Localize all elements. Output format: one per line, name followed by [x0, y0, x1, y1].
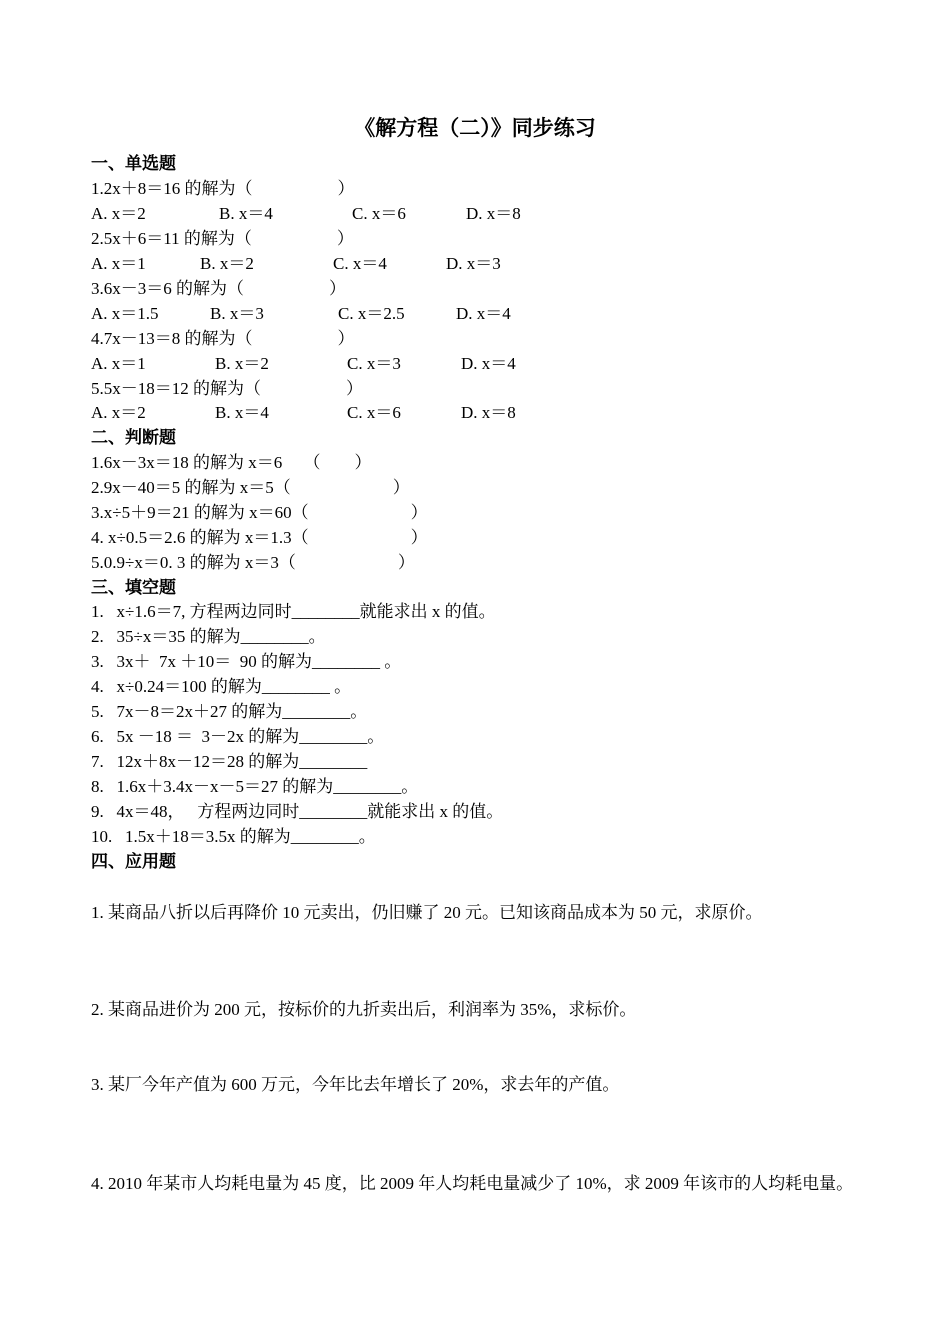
option-b: B. x＝2 [200, 254, 254, 273]
option-b: B. x＝4 [219, 204, 273, 223]
option-d: D. x＝3 [446, 254, 501, 273]
application-question: 3. 某厂今年产值为 600 万元，今年比去年增长了 20%，求去年的产值。 [91, 1075, 620, 1094]
question-stem: 1.2x＋8＝16 的解为（ ） [91, 179, 355, 198]
option-a: A. x＝2 [91, 403, 146, 422]
section-heading-true-false: 二、判断题 [91, 428, 176, 447]
question-stem: 4.7x－13＝8 的解为（ ） [91, 329, 355, 348]
fill-blank-item: 10. 1.5x＋18＝3.5x 的解为________。 [91, 827, 376, 846]
judgement-item: 5.0.9÷x＝0. 3 的解为 x＝3（ ） [91, 553, 415, 572]
judgement-item: 4. x÷0.5＝2.6 的解为 x＝1.3（ ） [91, 528, 428, 547]
fill-blank-item: 9. 4x＝48， 方程两边同时________就能求出 x 的值。 [91, 802, 504, 821]
fill-blank-item: 5. 7x－8＝2x＋27 的解为________。 [91, 702, 368, 721]
option-b: B. x＝3 [210, 304, 264, 323]
question-stem: 2.5x＋6＝11 的解为（ ） [91, 229, 354, 248]
option-a: A. x＝1.5 [91, 304, 159, 323]
application-question: 4. 2010 年某市人均耗电量为 45 度，比 2009 年人均耗电量减少了 10%，求 2009 年该市的人均耗电量。 [91, 1174, 854, 1193]
option-d: D. x＝4 [461, 354, 516, 373]
option-d: D. x＝8 [466, 204, 521, 223]
section-heading-fill-blank: 三、填空题 [91, 578, 176, 597]
option-b: B. x＝2 [215, 354, 269, 373]
question-stem: 3.6x－3＝6 的解为（ ） [91, 279, 346, 298]
fill-blank-item: 8. 1.6x＋3.4x－x－5＝27 的解为________。 [91, 777, 419, 796]
application-question: 1. 某商品八折以后再降价 10 元卖出，仍旧赚了 20 元。已知该商品成本为 50 元，求原价。 [91, 903, 763, 922]
option-a: A. x＝1 [91, 254, 146, 273]
section-heading-application: 四、应用题 [91, 852, 176, 871]
question-stem: 5.5x－18＝12 的解为（ ） [91, 379, 363, 398]
option-c: C. x＝6 [352, 204, 406, 223]
fill-blank-item: 2. 35÷x＝35 的解为________。 [91, 627, 326, 646]
application-question: 2. 某商品进价为 200 元，按标价的九折卖出后，利润率为 35%，求标价。 [91, 1000, 637, 1019]
section-heading-single-choice: 一、单选题 [91, 154, 176, 173]
judgement-item: 3.x÷5＋9＝21 的解为 x＝60（ ） [91, 503, 428, 522]
option-c: C. x＝3 [347, 354, 401, 373]
option-d: D. x＝8 [461, 403, 516, 422]
judgement-item: 1.6x－3x＝18 的解为 x＝6 （ ） [91, 453, 372, 472]
fill-blank-item: 7. 12x＋8x－12＝28 的解为________ [91, 752, 368, 771]
page-title: 《解方程（二）》同步练习 [354, 116, 596, 140]
option-c: C. x＝4 [333, 254, 387, 273]
option-b: B. x＝4 [215, 403, 269, 422]
fill-blank-item: 3. 3x＋ 7x ＋10＝ 90 的解为________ 。 [91, 652, 402, 671]
option-c: C. x＝2.5 [338, 304, 405, 323]
judgement-item: 2.9x－40＝5 的解为 x＝5（ ） [91, 478, 410, 497]
option-a: A. x＝2 [91, 204, 146, 223]
fill-blank-item: 1. x÷1.6＝7, 方程两边同时________就能求出 x 的值。 [91, 602, 496, 621]
fill-blank-item: 4. x÷0.24＝100 的解为________ 。 [91, 677, 352, 696]
option-c: C. x＝6 [347, 403, 401, 422]
option-d: D. x＝4 [456, 304, 511, 323]
option-a: A. x＝1 [91, 354, 146, 373]
fill-blank-item: 6. 5x －18 ＝ 3－2x 的解为________。 [91, 727, 385, 746]
